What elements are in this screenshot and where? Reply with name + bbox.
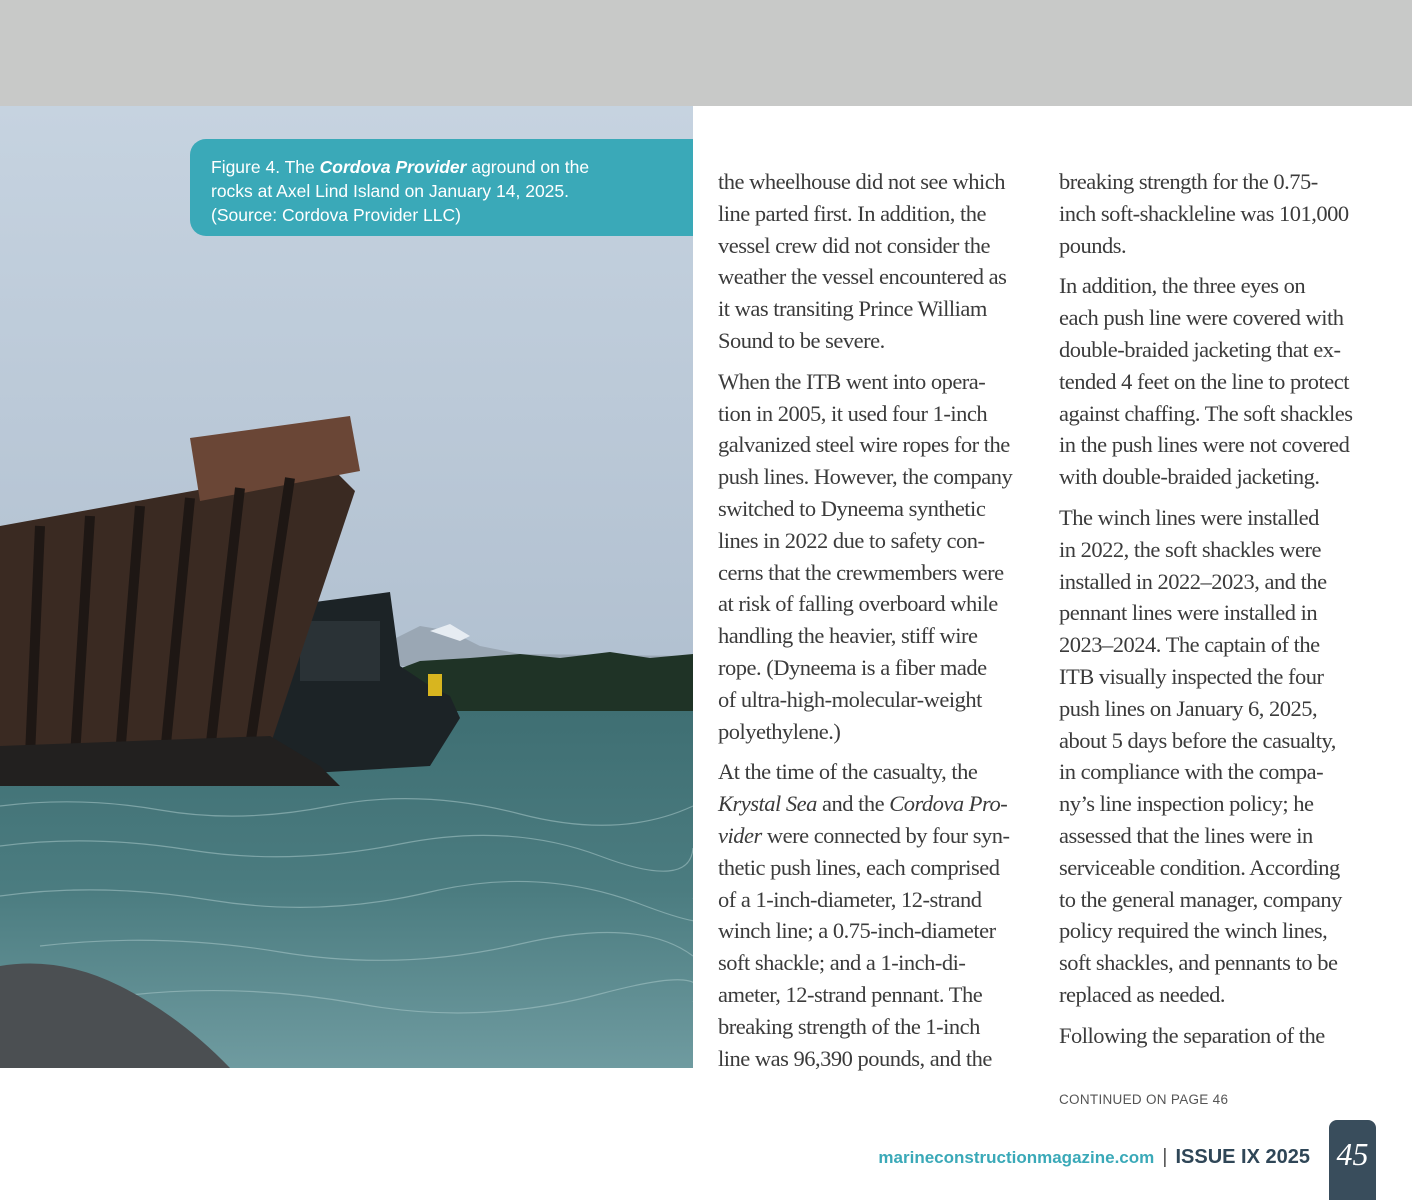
- website-link[interactable]: marineconstructionmagazine.com: [878, 1148, 1155, 1167]
- text-line: line parted first. In addition, the: [718, 200, 987, 226]
- text-line: to the general manager, company: [1059, 886, 1342, 912]
- text-line: cerns that the crewmembers were: [718, 559, 1004, 585]
- text-line: policy required the winch lines,: [1059, 918, 1328, 944]
- vessel-name-krystal-sea: Krystal Sea: [718, 791, 817, 817]
- text-line: tended 4 feet on the line to protect: [1059, 368, 1350, 394]
- text-line: polyethylene.): [718, 718, 841, 744]
- paragraph: [718, 166, 1043, 357]
- text-line: weather the vessel encountered as: [718, 264, 1007, 290]
- text-line: Following the separation of the: [1059, 1022, 1325, 1048]
- paragraph: [718, 366, 1043, 748]
- text-line: breaking strength of the 1-inch: [718, 1013, 980, 1039]
- text-line: pounds.: [1059, 232, 1127, 258]
- text-line: thetic push lines, each comprised: [718, 854, 1000, 880]
- caption-vessel-name: Cordova Provider: [319, 157, 467, 177]
- text-line: ny’s line inspection policy; he: [1059, 791, 1314, 817]
- text-line: handling the heavier, stiff wire: [718, 623, 978, 649]
- text-line: winch line; a 0.75-inch-diameter: [718, 918, 996, 944]
- text-line: soft shackle; and a 1-inch-di-: [718, 950, 966, 976]
- page-footer: [878, 1146, 1310, 1169]
- text-line: replaced as needed.: [1059, 981, 1226, 1007]
- text-fragment: and the: [816, 791, 890, 817]
- text-line: the wheelhouse did not see which: [718, 169, 1006, 194]
- text-line: rope. (Dyneema is a fiber made: [718, 654, 987, 680]
- text-line: lines in 2022 due to safety con-: [718, 527, 985, 553]
- text-line: of ultra-high-molecular-weight: [718, 686, 982, 712]
- paragraph: [1059, 270, 1394, 493]
- text-line: vessel crew did not consider the: [718, 232, 991, 258]
- text-line: In addition, the three eyes on: [1059, 273, 1306, 299]
- article-column-2: [1059, 166, 1394, 1061]
- text-line: assessed that the lines were in: [1059, 822, 1313, 848]
- text-line: push lines on January 6, 2025,: [1059, 695, 1318, 721]
- text-line: in 2022, the soft shackles were: [1059, 536, 1321, 562]
- text-line: each push line were covered with: [1059, 305, 1344, 331]
- issue-label: ISSUE IX 2025: [1175, 1146, 1310, 1168]
- text-line: When the ITB went into opera-: [718, 368, 986, 394]
- text-line: The winch lines were installed: [1059, 504, 1319, 530]
- text-fragment: were connected by four syn-: [761, 822, 1010, 848]
- text-line: line was 96,390 pounds, and the: [718, 1045, 992, 1071]
- text-line: with double-braided jacketing.: [1059, 464, 1320, 490]
- top-band: [0, 0, 1412, 106]
- text-line: breaking strength for the 0.75-: [1059, 169, 1318, 194]
- vessel-name-cordova-provider: Cordova Pro-: [889, 791, 1008, 817]
- text-line: in compliance with the compa-: [1059, 759, 1324, 785]
- text-line: against chaffing. The soft shackles: [1059, 400, 1353, 426]
- text-line: pennant lines were installed in: [1059, 600, 1318, 626]
- vessel-name-cordova-provider-cont: vider: [718, 822, 762, 848]
- text-line: [718, 788, 1043, 820]
- paragraph: [1059, 1020, 1394, 1052]
- text-line: galvanized steel wire ropes for the: [718, 432, 1010, 458]
- text-line: ITB visually inspected the four: [1059, 663, 1324, 689]
- figure-caption: [190, 139, 693, 236]
- text-line: installed in 2022–2023, and the: [1059, 568, 1327, 594]
- text-line: in the push lines were not covered: [1059, 432, 1350, 458]
- text-line: Sound to be severe.: [718, 327, 885, 353]
- text-line: [718, 820, 1043, 852]
- text-line: switched to Dyneema synthetic: [718, 495, 986, 521]
- caption-line1-rest: aground on the: [466, 157, 590, 177]
- text-line: it was transiting Prince William: [718, 296, 987, 322]
- text-line: at risk of falling overboard while: [718, 591, 998, 617]
- text-line: tion in 2005, it used four 1-inch: [718, 400, 988, 426]
- caption-prefix: Figure 4. The: [211, 157, 320, 177]
- text-line: of a 1-inch-diameter, 12-strand: [718, 886, 982, 912]
- caption-line2: rocks at Axel Lind Island on January 14, 2025.: [211, 181, 570, 201]
- text-line: double-braided jacketing that ex-: [1059, 336, 1341, 362]
- text-line: ameter, 12-strand pennant. The: [718, 981, 983, 1007]
- text-line: soft shackles, and pennants to be: [1059, 950, 1338, 976]
- barge-aground-photo: [0, 106, 693, 1068]
- text-line: about 5 days before the casualty,: [1059, 727, 1336, 753]
- text-line: push lines. However, the company: [718, 464, 1013, 490]
- paragraph: [1059, 502, 1394, 1011]
- page-number: 45: [1329, 1120, 1376, 1200]
- article-column-1: [718, 166, 1043, 1083]
- caption-line3: (Source: Cordova Provider LLC): [211, 205, 461, 225]
- text-line: At the time of the casualty, the: [718, 759, 978, 785]
- paragraph: [1059, 166, 1394, 261]
- text-line: 2023–2024. The captain of the: [1059, 632, 1320, 658]
- footer-separator: |: [1162, 1146, 1168, 1168]
- paragraph: [718, 756, 1043, 1074]
- continued-on-page-link[interactable]: CONTINUED ON PAGE 46: [1059, 1092, 1229, 1107]
- text-line: inch soft-shackleline was 101,000: [1059, 200, 1349, 226]
- text-line: serviceable condition. According: [1059, 854, 1340, 880]
